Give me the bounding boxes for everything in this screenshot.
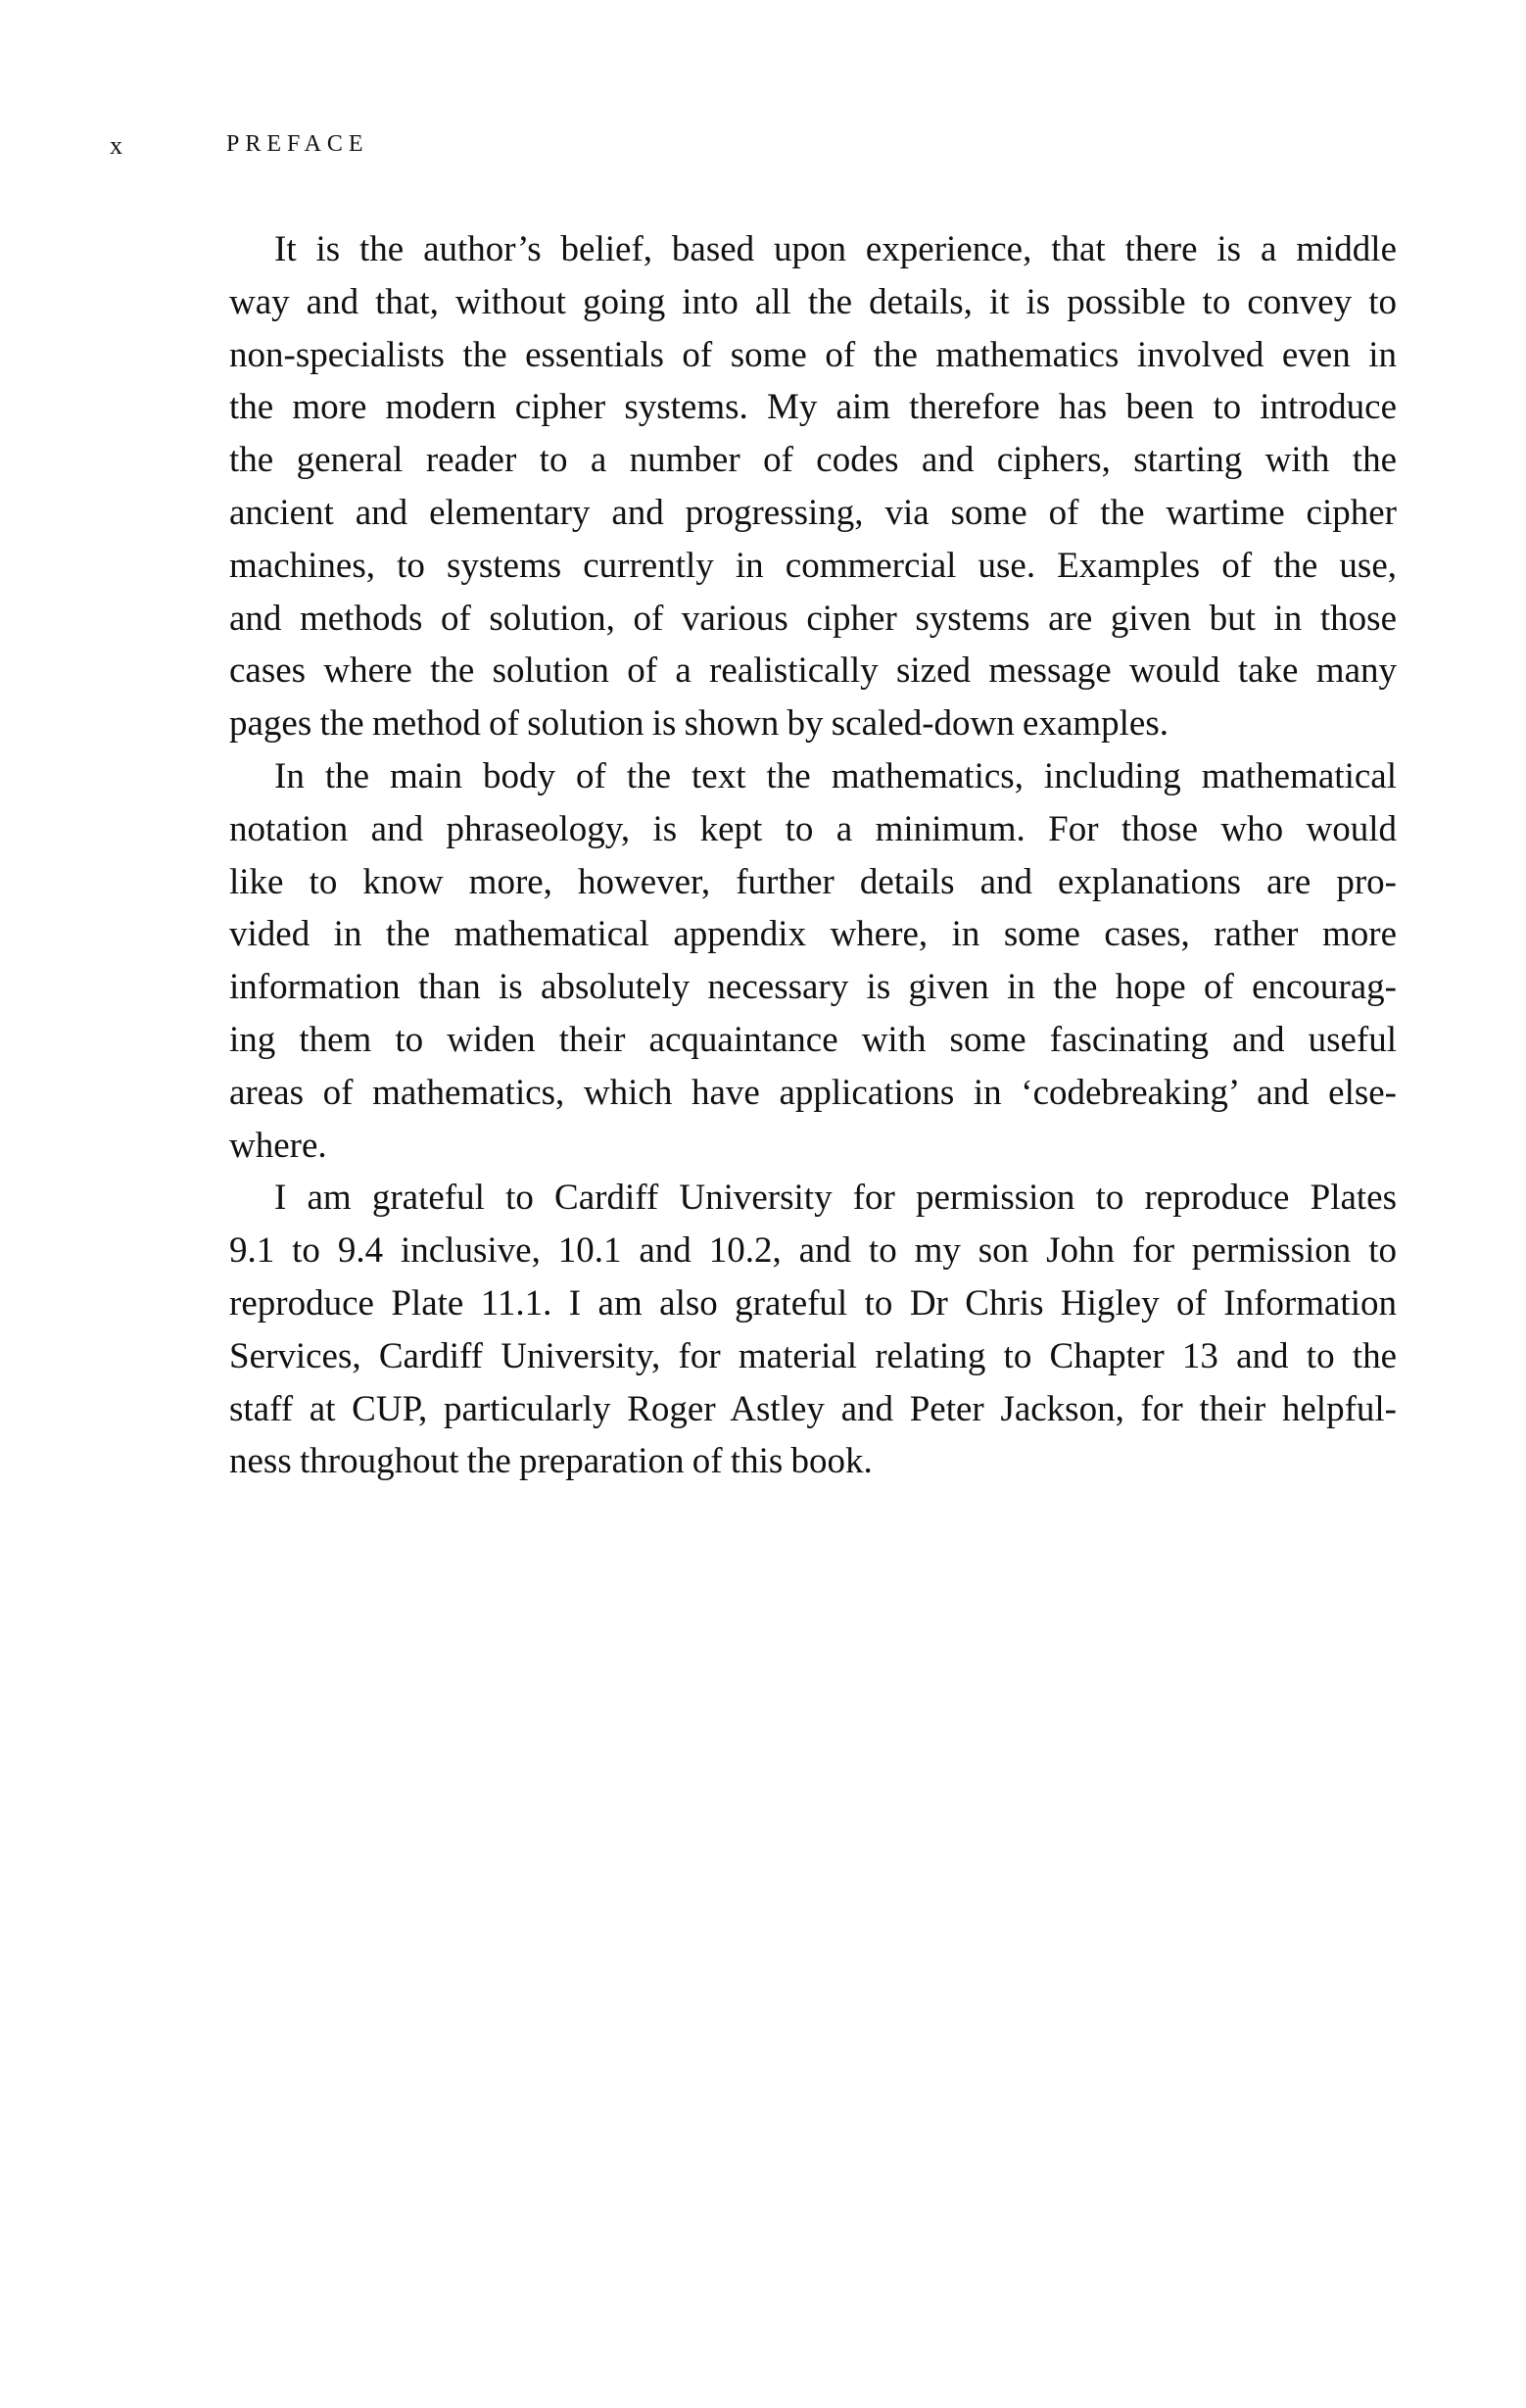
text-line: 9.1 to 9.4 inclusive, 10.1 and 10.2, and to my son John for permission to [229,1230,1397,1272]
text-line: ancient and elementary and progressing, via some of the wartime cipher [229,492,1397,533]
text-line: non-specialists the essentials of some of the mathematics involved even in [229,334,1397,375]
text-line: Services, Cardiff University, for material relating to Chapter 13 and to the [229,1335,1397,1376]
text-line: machines, to systems currently in commercial use. Examples of the use, [229,545,1397,586]
paragraph [229,750,1397,1172]
text-line: ness throughout the preparation of this book. [229,1441,873,1482]
text-line: reproduce Plate 11.1. I am also grateful to Dr Chris Higley of Information [229,1282,1397,1324]
text-line: In the main body of the text the mathematics, including mathematical [274,755,1397,796]
text-line: It is the author’s belief, based upon experience, that there is a middle [274,229,1397,269]
text-line: areas of mathematics, which have applications in ‘codebreaking’ and else- [229,1072,1397,1113]
page-number: x [110,131,124,160]
text-line: way and that, without going into all the details, it is possible to convey to [229,281,1397,322]
text-line: vided in the mathematical appendix where, in some cases, rather more [229,914,1397,955]
text-line: ing them to widen their acquaintance with some fascinating and useful [229,1019,1397,1060]
text-line: pages the method of solution is shown by scaled-down examples. [229,703,1168,745]
paragraph [229,223,1397,750]
text-line: where. [229,1125,327,1166]
text-line: staff at CUP, particularly Roger Astley and Peter Jackson, for their helpful- [229,1388,1397,1429]
preface-body [229,223,1397,1488]
text-line: cases where the solution of a realistically sized message would take many [229,650,1397,692]
text-line: I am grateful to Cardiff University for permission to reproduce Plates [274,1178,1397,1219]
text-line: notation and phraseology, is kept to a minimum. For those who would [229,808,1397,849]
paragraph [229,1172,1397,1488]
running-head: PREFACE [226,131,369,157]
text-line: and methods of solution, of various cipher systems are given but in those [229,598,1397,639]
text-line: the general reader to a number of codes and ciphers, starting with the [229,440,1397,481]
text-line: information than is absolutely necessary is given in the hope of encourag- [229,967,1397,1008]
text-line: like to know more, however, further details and explanations are pro- [229,861,1397,902]
text-line: the more modern cipher systems. My aim therefore has been to introduce [229,387,1397,428]
